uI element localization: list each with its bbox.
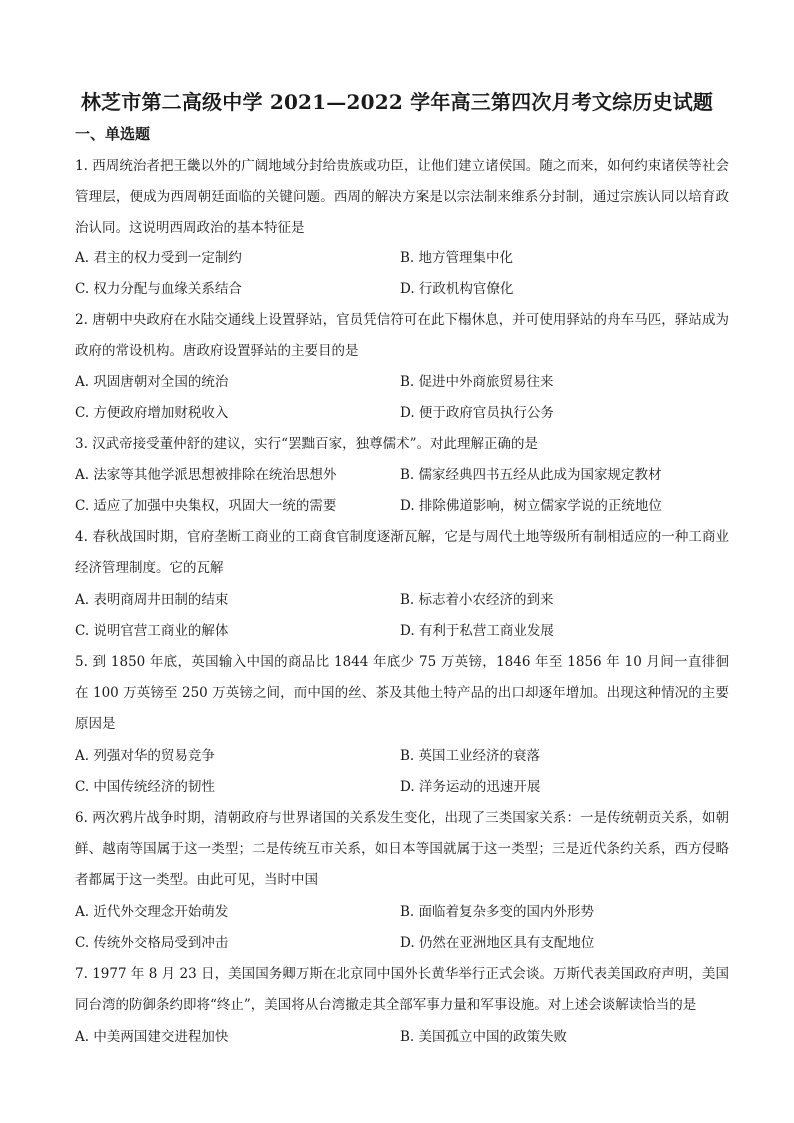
question-6-option-a[interactable]: A. 近代外交理念开始萌发 xyxy=(75,904,229,920)
question-1-stem: 1. 西周统治者把王畿以外的广阔地域分封给贵族或功臣，让他们建立诸侯国。随之而来，如何约束诸侯等社会管理层，便成为西周朝廷面临的关键问题。西周的解决方案是以宗法制来维系分封制，通过宗族认同以培育政治认同。这说明西周政治的基本特征是 xyxy=(75,158,729,236)
question-4-option-b[interactable]: B. 标志着小农经济的到来 xyxy=(400,592,554,608)
question-5-option-c[interactable]: C. 中国传统经济的韧性 xyxy=(75,779,215,795)
question-3-option-b[interactable]: B. 儒家经典四书五经从此成为国家规定教材 xyxy=(400,467,662,483)
question-5-option-d[interactable]: D. 洋务运动的迅速开展 xyxy=(400,779,541,795)
question-2-option-c[interactable]: C. 方便政府增加财税收入 xyxy=(75,405,229,421)
question-4-option-c[interactable]: C. 说明官营工商业的解体 xyxy=(75,623,229,639)
question-2-option-d[interactable]: D. 便于政府官员执行公务 xyxy=(400,405,554,421)
question-7-option-b[interactable]: B. 美国孤立中国的政策失败 xyxy=(400,1029,568,1045)
question-1-option-d[interactable]: D. 行政机构官僚化 xyxy=(400,281,514,297)
question-7-option-a[interactable]: A. 中美两国建交进程加快 xyxy=(75,1029,229,1045)
question-3-option-d[interactable]: D. 排除佛道影响，树立儒家学说的正统地位 xyxy=(400,498,662,514)
question-3-option-a[interactable]: A. 法家等其他学派思想被排除在统治思想外 xyxy=(75,467,337,483)
question-1-option-c[interactable]: C. 权力分配与血缘关系结合 xyxy=(75,281,242,297)
question-5-stem: 5. 到 1850 年底，英国输入中国的商品比 1844 年底少 75 万英镑，1846 年至 1856 年 10 月间一直徘徊在 100 万英镑至 250 万英镑之间，而中国的丝、茶及其他土特产品的出口却逐年增加。出现这种情况的主要原因是 xyxy=(75,654,729,732)
question-1-option-a[interactable]: A. 君主的权力受到一定制约 xyxy=(75,250,242,266)
question-3-stem: 3. 汉武帝接受董仲舒的建议，实行“罢黜百家，独尊儒术”。对此理解正确的是 xyxy=(75,436,538,452)
question-1-option-b[interactable]: B. 地方管理集中化 xyxy=(400,250,514,266)
question-4-option-d[interactable]: D. 有利于私营工商业发展 xyxy=(400,623,554,639)
question-3-option-c[interactable]: C. 适应了加强中央集权，巩固大一统的需要 xyxy=(75,498,337,514)
question-6-option-d[interactable]: D. 仍然在亚洲地区具有支配地位 xyxy=(400,935,595,951)
section-heading: 一、单选题 xyxy=(75,125,151,143)
question-7-stem: 7. 1977 年 8 月 23 日，美国国务卿万斯在北京同中国外长黄华举行正式会谈。万斯代表美国政府声明，美国同台湾的防御条约即将“终止”，美国将从台湾撤走其全部军事力量和军事设施。对上述会谈解读恰当的是 xyxy=(75,966,729,1013)
question-5-option-a[interactable]: A. 列强对华的贸易竞争 xyxy=(75,748,215,764)
question-2-option-b[interactable]: B. 促进中外商旅贸易往来 xyxy=(400,374,554,390)
question-6-stem: 6. 两次鸦片战争时期，清朝政府与世界诸国的关系发生变化，出现了三类国家关系：一是传统朝贡关系，如朝鲜、越南等国属于这一类型；二是传统互市关系，如日本等国就属于这一类型；三是近代条约关系，西方侵略者都属于这一类型。由此可见，当时中国 xyxy=(75,810,729,888)
question-2-option-a[interactable]: A. 巩固唐朝对全国的统治 xyxy=(75,374,229,390)
question-4-option-a[interactable]: A. 表明商周井田制的结束 xyxy=(75,592,229,608)
question-2-stem: 2. 唐朝中央政府在水陆交通线上设置驿站，官员凭信符可在此下榻休息，并可使用驿站的舟车马匹，驿站成为政府的常设机构。唐政府设置驿站的主要目的是 xyxy=(75,312,729,359)
exam-title: 林芝市第二高级中学 2021—2022 学年高三第四次月考文综历史试题 xyxy=(80,90,714,114)
question-5-option-b[interactable]: B. 英国工业经济的衰落 xyxy=(400,748,541,764)
question-6-option-b[interactable]: B. 面临着复杂多变的国内外形势 xyxy=(400,904,595,920)
question-6-option-c[interactable]: C. 传统外交格局受到冲击 xyxy=(75,935,229,951)
question-4-stem: 4. 春秋战国时期，官府垄断工商业的工商食官制度逐渐瓦解，它是与周代土地等级所有制相适应的一种工商业经济管理制度。它的瓦解 xyxy=(75,529,729,576)
